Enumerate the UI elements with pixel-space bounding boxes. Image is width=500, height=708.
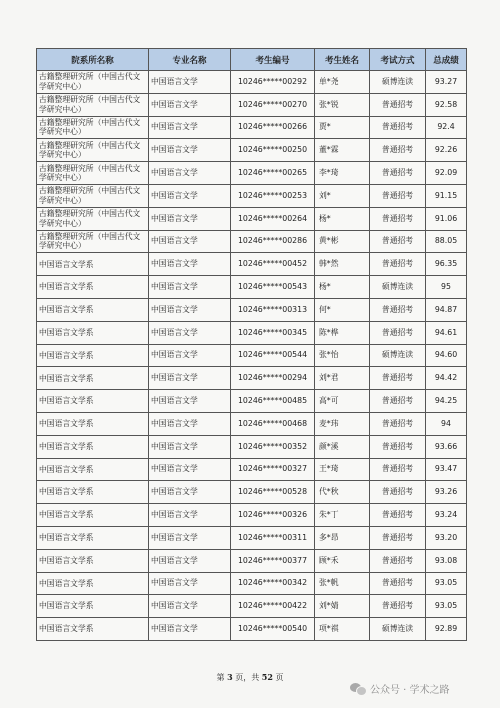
- cell-dept: 中国语言文学系: [37, 572, 149, 595]
- table-row: [37, 162, 467, 185]
- footer-suffix: 页: [272, 673, 284, 682]
- cell-major: 中国语言文学: [149, 184, 231, 207]
- table-row: [37, 481, 467, 504]
- cell-exam-mode: 普通招考: [370, 526, 426, 549]
- cell-dept: 中国语言文学系: [37, 412, 149, 435]
- wechat-icon: [350, 682, 366, 695]
- cell-dept: 中国语言文学系: [37, 549, 149, 572]
- table-row: [37, 344, 467, 367]
- cell-name: 高*可: [315, 390, 370, 413]
- cell-dept: 中国语言文学系: [37, 321, 149, 344]
- cell-score: 92.89: [426, 618, 467, 641]
- cell-major: 中国语言文学: [149, 412, 231, 435]
- cell-major: 中国语言文学: [149, 549, 231, 572]
- table-row: [37, 139, 467, 162]
- cell-exam-mode: 普通招考: [370, 116, 426, 139]
- cell-major: 中国语言文学: [149, 116, 231, 139]
- cell-dept: 中国语言文学系: [37, 276, 149, 299]
- cell-exam-mode: 普通招考: [370, 93, 426, 116]
- cell-name: 王*琦: [315, 458, 370, 481]
- cell-score: 94.61: [426, 321, 467, 344]
- cell-score: 93.05: [426, 572, 467, 595]
- cell-exam-mode: 普通招考: [370, 390, 426, 413]
- cell-exam-id: 10246*****00345: [231, 321, 315, 344]
- table-row: [37, 504, 467, 527]
- cell-score: 94.60: [426, 344, 467, 367]
- cell-dept: 中国语言文学系: [37, 298, 149, 321]
- admission-table: [36, 48, 467, 641]
- cell-dept: 中国语言文学系: [37, 481, 149, 504]
- cell-dept: 中国语言文学系: [37, 458, 149, 481]
- cell-dept: 古籍整理研究所（中国古代文学研究中心）: [37, 71, 149, 94]
- cell-major: 中国语言文学: [149, 276, 231, 299]
- cell-major: 中国语言文学: [149, 162, 231, 185]
- cell-exam-mode: 普通招考: [370, 367, 426, 390]
- cell-name: 杨*: [315, 276, 370, 299]
- cell-exam-mode: 普通招考: [370, 207, 426, 230]
- cell-dept: 中国语言文学系: [37, 390, 149, 413]
- table-row: [37, 412, 467, 435]
- header-exam-id: 考生编号: [231, 49, 315, 71]
- cell-exam-mode: 普通招考: [370, 572, 426, 595]
- cell-exam-id: 10246*****00540: [231, 618, 315, 641]
- cell-score: 94.25: [426, 390, 467, 413]
- cell-name: 单*尧: [315, 71, 370, 94]
- table-row: [37, 458, 467, 481]
- cell-major: 中国语言文学: [149, 253, 231, 276]
- cell-name: 项*祺: [315, 618, 370, 641]
- cell-exam-mode: 普通招考: [370, 435, 426, 458]
- cell-name: 刘*君: [315, 367, 370, 390]
- cell-dept: 中国语言文学系: [37, 526, 149, 549]
- cell-exam-mode: 普通招考: [370, 412, 426, 435]
- cell-exam-id: 10246*****00250: [231, 139, 315, 162]
- cell-major: 中国语言文学: [149, 435, 231, 458]
- cell-exam-id: 10246*****00292: [231, 71, 315, 94]
- cell-dept: 中国语言文学系: [37, 367, 149, 390]
- cell-major: 中国语言文学: [149, 595, 231, 618]
- cell-dept: 中国语言文学系: [37, 435, 149, 458]
- cell-major: 中国语言文学: [149, 93, 231, 116]
- cell-score: 92.09: [426, 162, 467, 185]
- cell-score: 92.26: [426, 139, 467, 162]
- table-row: [37, 321, 467, 344]
- cell-dept: 古籍整理研究所（中国古代文学研究中心）: [37, 207, 149, 230]
- cell-exam-mode: 普通招考: [370, 504, 426, 527]
- cell-major: 中国语言文学: [149, 230, 231, 253]
- cell-score: 93.05: [426, 595, 467, 618]
- header-major: 专业名称: [149, 49, 231, 71]
- cell-dept: 中国语言文学系: [37, 344, 149, 367]
- cell-dept: 古籍整理研究所（中国古代文学研究中心）: [37, 184, 149, 207]
- cell-exam-id: 10246*****00294: [231, 367, 315, 390]
- cell-name: 刘*: [315, 184, 370, 207]
- cell-major: 中国语言文学: [149, 458, 231, 481]
- footer-total-pages: 52: [261, 672, 273, 682]
- cell-major: 中国语言文学: [149, 618, 231, 641]
- table-row: [37, 253, 467, 276]
- table-row: [37, 207, 467, 230]
- cell-exam-id: 10246*****00342: [231, 572, 315, 595]
- cell-name: 顾*禾: [315, 549, 370, 572]
- cell-name: 张*怡: [315, 344, 370, 367]
- table-row: [37, 93, 467, 116]
- cell-score: 93.27: [426, 71, 467, 94]
- cell-score: 91.15: [426, 184, 467, 207]
- table-row: [37, 390, 467, 413]
- cell-score: 93.24: [426, 504, 467, 527]
- cell-exam-id: 10246*****00286: [231, 230, 315, 253]
- cell-name: 朱*丁: [315, 504, 370, 527]
- table-row: [37, 572, 467, 595]
- watermark: [350, 681, 450, 696]
- cell-major: 中国语言文学: [149, 321, 231, 344]
- table-row: [37, 184, 467, 207]
- cell-major: 中国语言文学: [149, 71, 231, 94]
- cell-name: 麦*玮: [315, 412, 370, 435]
- cell-name: 陈*桦: [315, 321, 370, 344]
- table-row: [37, 276, 467, 299]
- cell-score: 94: [426, 412, 467, 435]
- cell-major: 中国语言文学: [149, 298, 231, 321]
- cell-name: 何*: [315, 298, 370, 321]
- cell-exam-mode: 普通招考: [370, 298, 426, 321]
- cell-exam-mode: 普通招考: [370, 162, 426, 185]
- cell-score: 93.08: [426, 549, 467, 572]
- cell-score: 92.4: [426, 116, 467, 139]
- cell-name: 刘*婧: [315, 595, 370, 618]
- cell-dept: 古籍整理研究所（中国古代文学研究中心）: [37, 93, 149, 116]
- header-name: 考生姓名: [315, 49, 370, 71]
- cell-exam-mode: 普通招考: [370, 321, 426, 344]
- cell-exam-mode: 硕博连读: [370, 71, 426, 94]
- cell-major: 中国语言文学: [149, 481, 231, 504]
- cell-exam-mode: 普通招考: [370, 230, 426, 253]
- cell-name: 杨*: [315, 207, 370, 230]
- cell-score: 95: [426, 276, 467, 299]
- cell-exam-mode: 普通招考: [370, 253, 426, 276]
- cell-exam-id: 10246*****00452: [231, 253, 315, 276]
- cell-dept: 中国语言文学系: [37, 504, 149, 527]
- cell-name: 多*昂: [315, 526, 370, 549]
- cell-exam-id: 10246*****00253: [231, 184, 315, 207]
- cell-name: 贾*: [315, 116, 370, 139]
- cell-exam-id: 10246*****00313: [231, 298, 315, 321]
- table-row: [37, 71, 467, 94]
- cell-exam-mode: 普通招考: [370, 595, 426, 618]
- cell-dept: 古籍整理研究所（中国古代文学研究中心）: [37, 162, 149, 185]
- cell-exam-id: 10246*****00422: [231, 595, 315, 618]
- cell-exam-id: 10246*****00528: [231, 481, 315, 504]
- footer-middle: 页，共: [232, 673, 262, 682]
- table-row: [37, 618, 467, 641]
- cell-name: 黄*彬: [315, 230, 370, 253]
- cell-dept: 中国语言文学系: [37, 253, 149, 276]
- table-row: [37, 526, 467, 549]
- header-dept: 院系所名称: [37, 49, 149, 71]
- cell-dept: 古籍整理研究所（中国古代文学研究中心）: [37, 116, 149, 139]
- cell-exam-mode: 普通招考: [370, 549, 426, 572]
- cell-dept: 古籍整理研究所（中国古代文学研究中心）: [37, 139, 149, 162]
- footer-page-number: 3: [227, 672, 233, 682]
- cell-name: 李*琦: [315, 162, 370, 185]
- cell-exam-mode: 普通招考: [370, 458, 426, 481]
- cell-name: 颜*溪: [315, 435, 370, 458]
- cell-exam-id: 10246*****00270: [231, 93, 315, 116]
- cell-major: 中国语言文学: [149, 139, 231, 162]
- table-row: [37, 298, 467, 321]
- cell-score: 93.47: [426, 458, 467, 481]
- header-exam-mode: 考试方式: [370, 49, 426, 71]
- cell-exam-id: 10246*****00265: [231, 162, 315, 185]
- cell-exam-id: 10246*****00543: [231, 276, 315, 299]
- cell-major: 中国语言文学: [149, 504, 231, 527]
- cell-exam-mode: 硕博连读: [370, 344, 426, 367]
- cell-name: 董*霖: [315, 139, 370, 162]
- cell-name: 张*锐: [315, 93, 370, 116]
- cell-score: 94.42: [426, 367, 467, 390]
- cell-major: 中国语言文学: [149, 390, 231, 413]
- cell-score: 91.06: [426, 207, 467, 230]
- cell-exam-mode: 普通招考: [370, 481, 426, 504]
- cell-exam-id: 10246*****00377: [231, 549, 315, 572]
- cell-exam-id: 10246*****00326: [231, 504, 315, 527]
- cell-exam-mode: 普通招考: [370, 139, 426, 162]
- cell-dept: 中国语言文学系: [37, 618, 149, 641]
- cell-exam-id: 10246*****00266: [231, 116, 315, 139]
- cell-score: 88.05: [426, 230, 467, 253]
- table-header-row: [37, 49, 467, 71]
- cell-score: 94.87: [426, 298, 467, 321]
- table-row: [37, 435, 467, 458]
- cell-exam-id: 10246*****00311: [231, 526, 315, 549]
- watermark-text: 公众号 · 学术之路: [370, 685, 450, 696]
- cell-major: 中国语言文学: [149, 344, 231, 367]
- cell-major: 中国语言文学: [149, 526, 231, 549]
- table-row: [37, 549, 467, 572]
- cell-score: 93.20: [426, 526, 467, 549]
- cell-name: 韩*然: [315, 253, 370, 276]
- cell-name: 代*秋: [315, 481, 370, 504]
- cell-dept: 中国语言文学系: [37, 595, 149, 618]
- cell-exam-id: 10246*****00468: [231, 412, 315, 435]
- cell-major: 中国语言文学: [149, 207, 231, 230]
- header-score: 总成绩: [426, 49, 467, 71]
- cell-major: 中国语言文学: [149, 572, 231, 595]
- cell-exam-id: 10246*****00264: [231, 207, 315, 230]
- cell-exam-id: 10246*****00544: [231, 344, 315, 367]
- cell-exam-mode: 普通招考: [370, 184, 426, 207]
- table-row: [37, 230, 467, 253]
- table-row: [37, 116, 467, 139]
- cell-score: 96.35: [426, 253, 467, 276]
- cell-exam-id: 10246*****00352: [231, 435, 315, 458]
- cell-score: 93.26: [426, 481, 467, 504]
- cell-exam-mode: 硕博连读: [370, 276, 426, 299]
- cell-major: 中国语言文学: [149, 367, 231, 390]
- cell-exam-id: 10246*****00485: [231, 390, 315, 413]
- cell-score: 92.58: [426, 93, 467, 116]
- cell-exam-id: 10246*****00327: [231, 458, 315, 481]
- table-row: [37, 367, 467, 390]
- footer-prefix: 第: [216, 673, 228, 682]
- cell-name: 张*帆: [315, 572, 370, 595]
- cell-score: 93.66: [426, 435, 467, 458]
- cell-exam-mode: 硕博连读: [370, 618, 426, 641]
- table-row: [37, 595, 467, 618]
- cell-dept: 古籍整理研究所（中国古代文学研究中心）: [37, 230, 149, 253]
